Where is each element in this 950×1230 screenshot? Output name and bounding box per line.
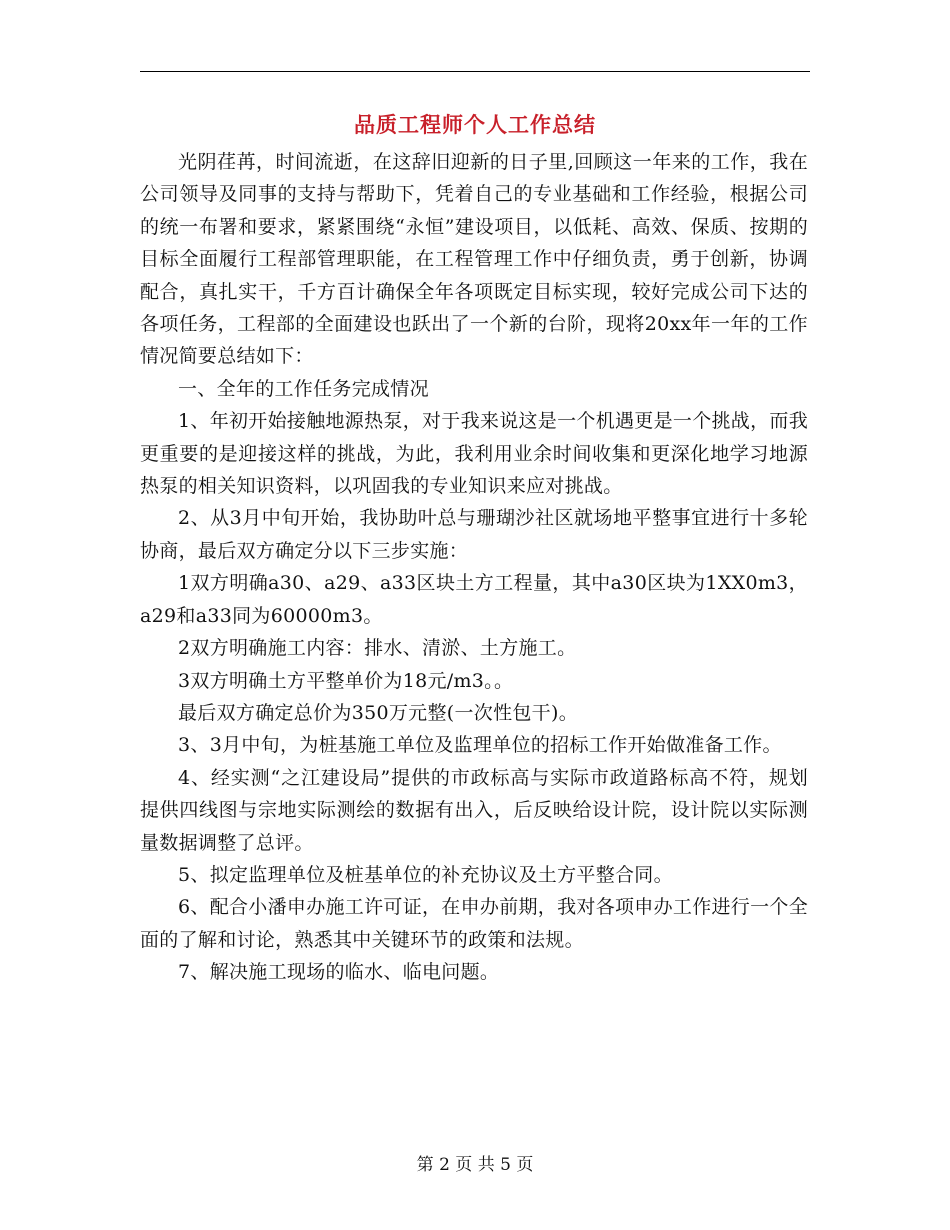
body-paragraph: 2双方明确施工内容：排水、清淤、土方施工。 xyxy=(178,637,577,660)
document-title: 品质工程师个人工作总结 xyxy=(354,112,596,137)
body-paragraph: 3双方明确土方平整单价为18元/m3。。 xyxy=(178,669,514,692)
body-paragraph: 1双方明确a30、a29、a33区块土方工程量，其中a30区块为1XX0m3，a29和a33同为60000m3。 xyxy=(140,572,808,627)
body-paragraph: 7、解决施工现场的临水、临电问题。 xyxy=(178,961,500,984)
document-body xyxy=(140,146,808,989)
header-rule xyxy=(140,71,810,72)
section-heading: 一、全年的工作任务完成情况 xyxy=(178,377,429,400)
body-paragraph: 3、3月中旬，为桩基施工单位及监理单位的招标工作开始做准备工作。 xyxy=(178,734,782,757)
body-paragraph: 2、从3月中旬开始，我协助叶总与珊瑚沙社区就场地平整事宜进行十多轮协商，最后双方确定分以下三步实施： xyxy=(140,507,808,562)
body-paragraph: 最后双方确定总价为350万元整(一次性包干)。 xyxy=(178,701,578,724)
page-number: 第 2 页 共 5 页 xyxy=(416,1155,534,1175)
intro-paragraph: 光阴荏苒，时间流逝，在这辞旧迎新的日子里,回顾这一年来的工作，我在公司领导及同事的支持与帮助下，凭着自己的专业基础和工作经验，根据公司的统一布署和要求，紧紧围绕“永恒”建设项目，以低耗、高效、保质、按期的目标全面履行工程部管理职能，在工程管理工作中仔细负责，勇于创新，协调配合，真扎实干，千方百计确保全年各项既定目标实现，较好完成公司下达的各项任务，工程部的全面建设也跃出了一个新的台阶，现将20xx年一年的工作情况简要总结如下： xyxy=(140,151,808,368)
body-paragraph: 1、年初开始接触地源热泵，对于我来说这是一个机遇更是一个挑战，而我更重要的是迎接这样的挑战，为此，我利用业余时间收集和更深化地学习地源热泵的相关知识资料，以巩固我的专业知识来应对挑战。 xyxy=(140,410,808,498)
body-paragraph: 5、拟定监理单位及桩基单位的补充协议及土方平整合同。 xyxy=(178,863,673,886)
body-paragraph: 6、配合小潘申办施工许可证，在申办前期，我对各项申办工作进行一个全面的了解和讨论，熟悉其中关键环节的政策和法规。 xyxy=(140,896,808,951)
body-paragraph: 4、经实测“之江建设局”提供的市政标高与实际市政道路标高不符，规划提供四线图与宗地实际测绘的数据有出入，后反映给设计院，设计院以实际测量数据调整了总评。 xyxy=(140,766,808,854)
